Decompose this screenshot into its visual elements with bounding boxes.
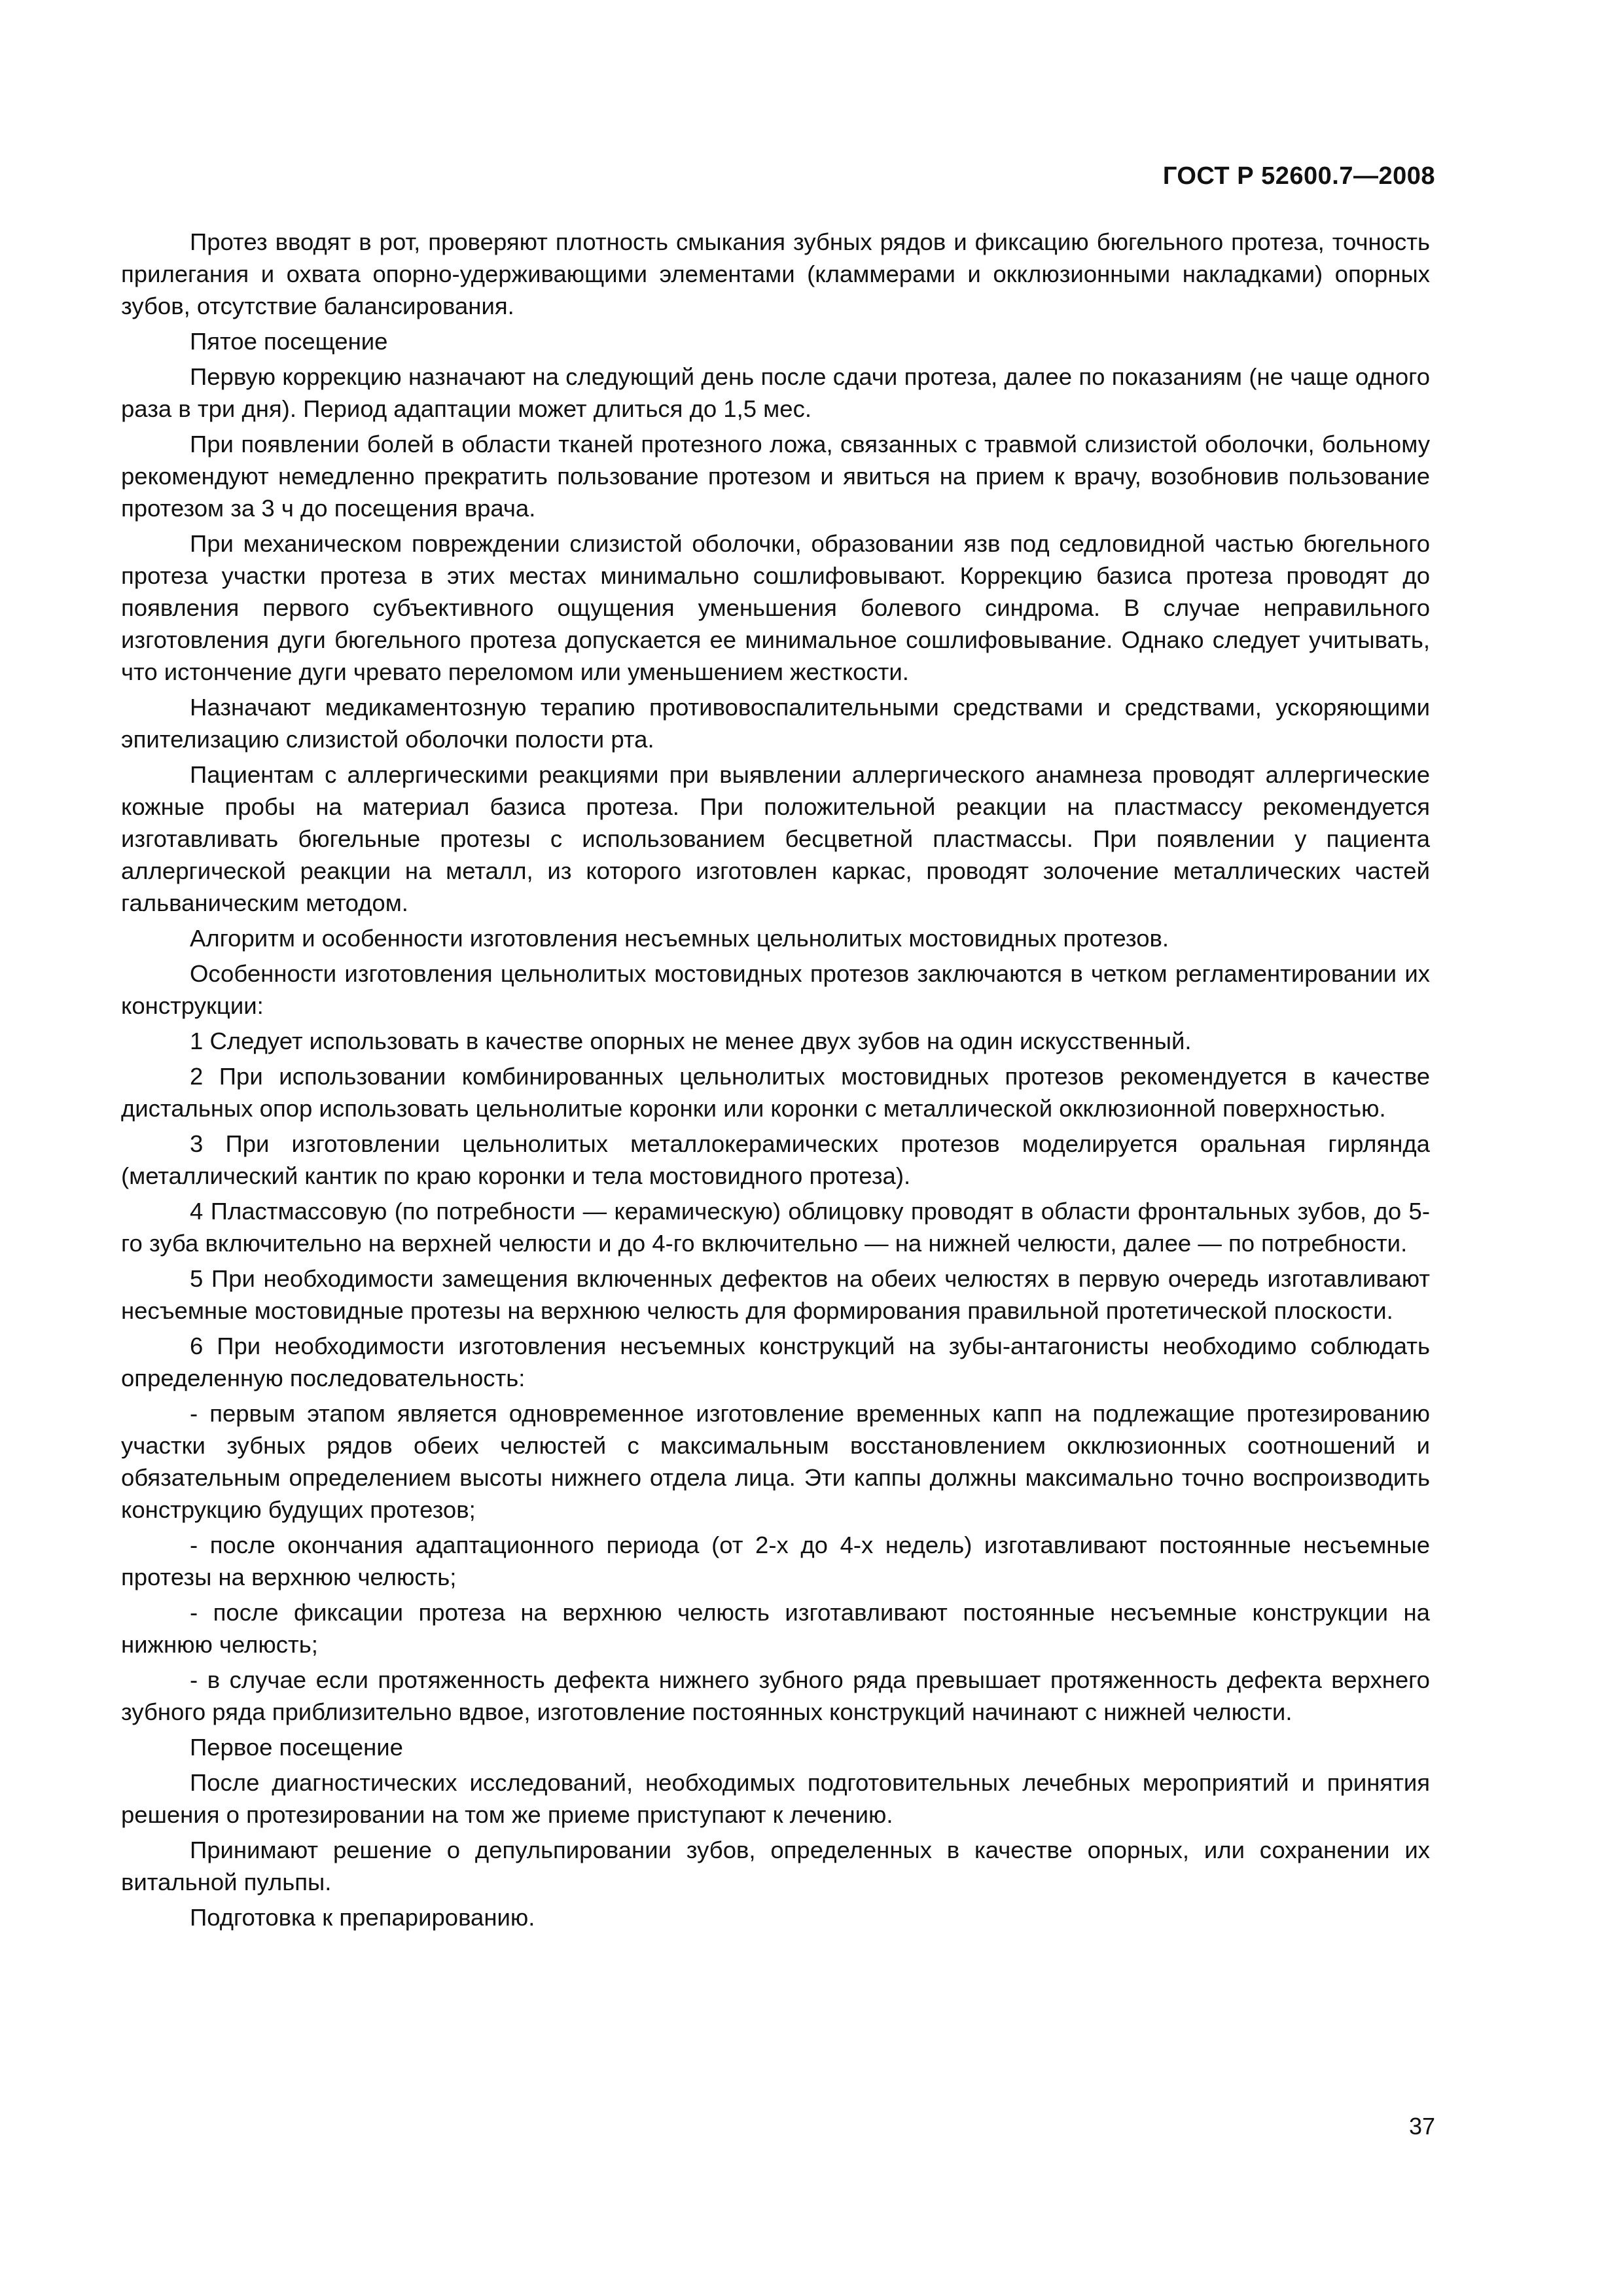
list-item: 4 Пластмассовую (по потребности — керамическую) облицовку проводят в области фронтальных зубов, до 5-го зуба включительно на верхней челюсти и до 4-го включительно — на нижней челюсти, далее — по потребности. [121,1198,1430,1257]
page-number: 37 [1408,2113,1435,2140]
body-text [121,226,1430,1937]
list-item: 5 При необходимости замещения включенных дефектов на обеих челюстях в первую очередь изготавливают несъемные мостовидные протезы на верхнюю челюсть для формирования правильной протетической плоскости. [121,1265,1430,1324]
paragraph: При появлении болей в области тканей протезного ложа, связанных с травмой слизистой оболочки, больному рекомендуют немедленно прекратить пользование протезом и явиться на прием к врачу, возобновив пользование протезом за 3 ч до посещения врача. [121,431,1430,522]
paragraph: Особенности изготовления цельнолитых мостовидных протезов заключаются в четком регламентировании их конструкции: [121,960,1430,1019]
paragraph: При механическом повреждении слизистой оболочки, образовании язв под седловидной частью бюгельного протеза участки протеза в этих местах минимально сошлифовывают. Коррекцию базиса протеза проводят до появления первого субъективного ощущения уменьшения болевого синдрома. В случае неправильного изготовления дуги бюгельного протеза допускается ее минимальное сошлифовывание. Однако следует учитывать, что истончение дуги чревато переломом или уменьшением жесткости. [121,530,1430,685]
bullet-item: - первым этапом является одновременное изготовление временных капп на подлежащие протезированию участки зубных рядов обеих челюстей с максимальным восстановлением окклюзионных соотношений и обязательным определением высоты нижнего отдела лица. Эти каппы должны максимально точно воспроизводить конструкцию будущих протезов; [121,1400,1430,1523]
bullet-item: - в случае если протяженность дефекта нижнего зубного ряда превышает протяженность дефекта верхнего зубного ряда приблизительно вдвое, изготовление постоянных конструкций начинают с нижней челюсти. [121,1666,1430,1725]
bullet-item: - после фиксации протеза на верхнюю челюсть изготавливают постоянные несъемные конструкции на нижнюю челюсть; [121,1599,1430,1658]
paragraph: Алгоритм и особенности изготовления несъемных цельнолитых мостовидных протезов. [190,925,1169,952]
paragraph: После диагностических исследований, необходимых подготовительных лечебных мероприятий и принятия решения о протезировании на том же приеме приступают к лечению. [121,1769,1430,1828]
paragraph: Назначают медикаментозную терапию противовоспалительными средствами и средствами, ускоряющими эпителизацию слизистой оболочки полости рта. [121,694,1430,753]
list-item: 6 При необходимости изготовления несъемных конструкций на зубы-антагонисты необходимо соблюдать определенную последовательность: [121,1333,1430,1391]
paragraph: Протез вводят в рот, проверяют плотность смыкания зубных рядов и фиксацию бюгельного протеза, точность прилегания и охвата опорно-удерживающими элементами (кламмерами и окклюзионными накладками) опорных зубов, отсутствие балансирования. [121,228,1430,319]
bullet-item: - после окончания адаптационного периода (от 2-х до 4-х недель) изготавливают постоянные несъемные протезы на верхнюю челюсть; [121,1532,1430,1590]
list-item: 1 Следует использовать в качестве опорных не менее двух зубов на один искусственный. [190,1028,1192,1054]
paragraph: Принимают решение о депульпировании зубов, определенных в качестве опорных, или сохранении их витальной пульпы. [121,1837,1430,1895]
paragraph: Пятое посещение [190,328,388,355]
list-item: 2 При использовании комбинированных цельнолитых мостовидных протезов рекомендуется в качестве дистальных опор использовать цельнолитые коронки или коронки с металлической окклюзионной поверхностью. [121,1063,1430,1122]
paragraph: Пациентам с аллергическими реакциями при выявлении аллергического анамнеза проводят аллергические кожные пробы на материал базиса протеза. При положительной реакции на пластмассу рекомендуется изготавливать бюгельные протезы с использованием бесцветной пластмассы. При появлении у пациента аллергической реакции на металл, из которого изготовлен каркас, проводят золочение металлических частей гальваническим методом. [121,761,1430,916]
paragraph: Первое посещение [190,1734,403,1761]
paragraph: Подготовка к препарированию. [190,1904,535,1931]
paragraph: Первую коррекцию назначают на следующий день после сдачи протеза, далее по показаниям (не чаще одного раза в три дня). Период адаптации может длиться до 1,5 мес. [121,363,1430,422]
document-code: ГОСТ Р 52600.7—2008 [1162,162,1435,190]
list-item: 3 При изготовлении цельнолитых металлокерамических протезов моделируется оральная гирлянда (металлический кантик по краю коронки и тела мостовидного протеза). [121,1130,1430,1189]
